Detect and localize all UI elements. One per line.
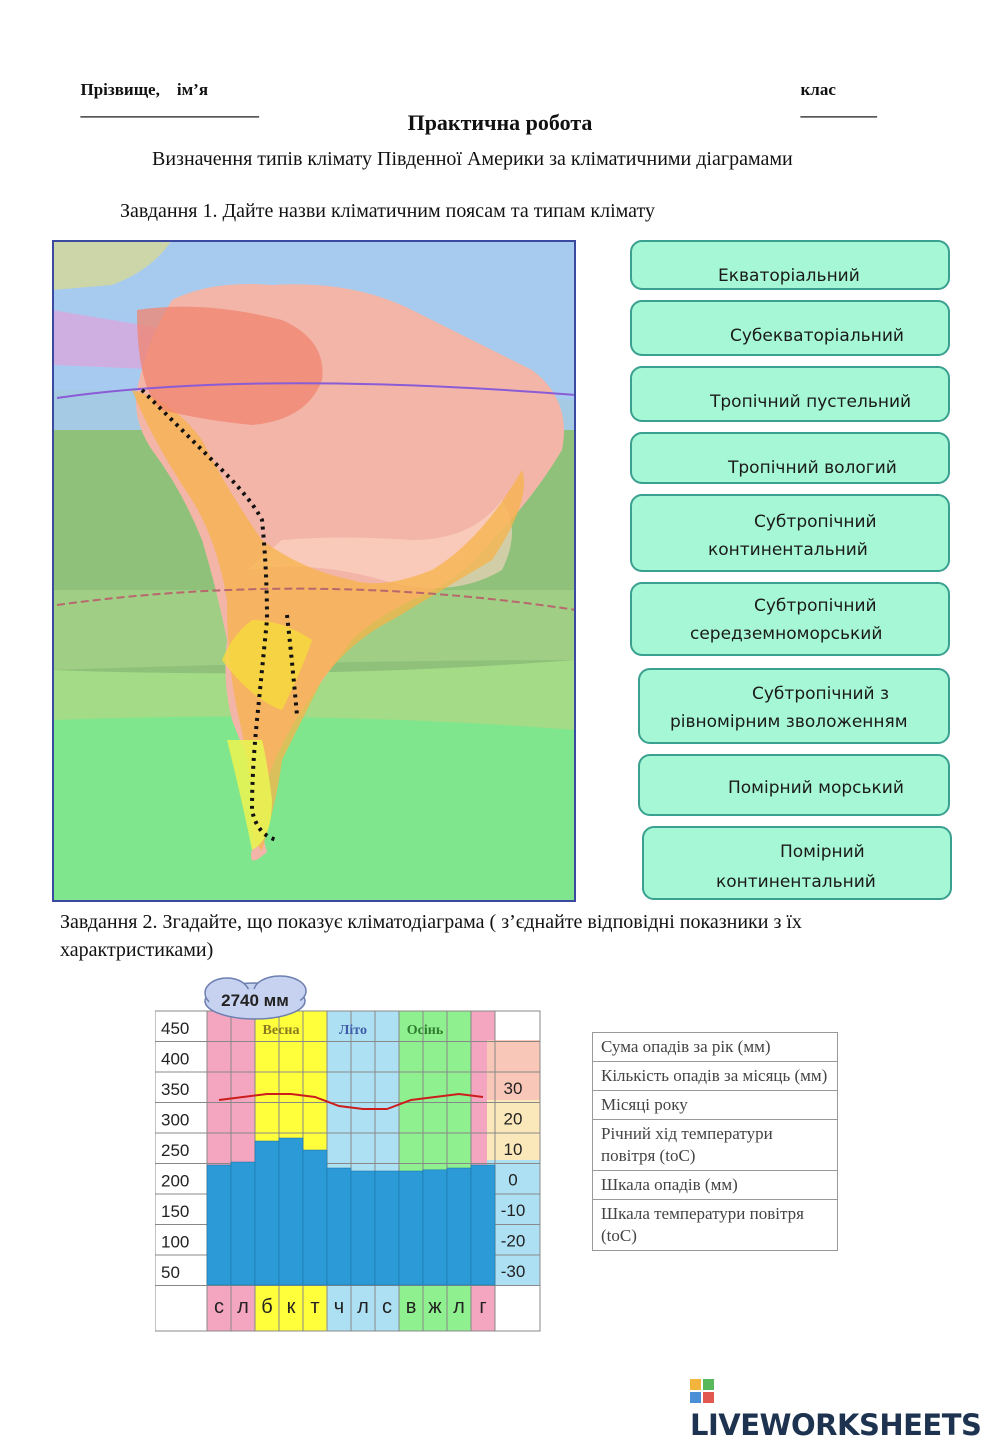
option-chip[interactable] xyxy=(630,240,950,290)
precip-bar xyxy=(279,1138,303,1285)
precip-bar xyxy=(303,1150,327,1285)
option-label-line2: рівномірним зволоженням xyxy=(670,712,908,732)
option-label: Помірний xyxy=(780,842,865,862)
precip-tick-label: 200 xyxy=(161,1171,190,1191)
table-cell[interactable]: Шкала опадів (мм) xyxy=(593,1171,838,1200)
task-1-heading: Завдання 1. Дайте назви кліматичним поясам та типам клімату xyxy=(120,200,655,222)
option-chip[interactable] xyxy=(630,582,950,656)
annual-precip-label: 2740 мм xyxy=(221,991,289,1010)
table-cell[interactable]: Річний хід температури повітря (toC) xyxy=(593,1120,838,1171)
option-chip[interactable] xyxy=(638,668,950,744)
season-label: Осінь xyxy=(406,1023,444,1038)
precip-bar xyxy=(399,1171,423,1285)
climate-diagram xyxy=(155,975,555,1335)
table-row xyxy=(593,1091,838,1120)
page-title: Практична робота xyxy=(407,110,593,135)
month-label: к xyxy=(286,1296,296,1318)
precip-bar xyxy=(471,1165,495,1285)
month-label: б xyxy=(261,1296,273,1318)
option-label: Тропічний вологий xyxy=(728,458,897,478)
precip-bar xyxy=(423,1170,447,1285)
season-label: Весна xyxy=(262,1023,300,1038)
month-label: ж xyxy=(428,1296,442,1318)
name-blank[interactable]: _____________________ xyxy=(80,100,259,119)
month-label: с xyxy=(382,1296,392,1318)
month-label: с xyxy=(214,1296,224,1318)
month-label: ч xyxy=(333,1296,345,1318)
table-cell[interactable]: Сума опадів за рік (мм) xyxy=(593,1033,838,1062)
option-label: Субтропічний xyxy=(754,512,877,532)
option-label: Субтропічний з xyxy=(752,684,890,704)
class-label: клас xyxy=(800,80,836,99)
task-2-heading: Завдання 2. Згадайте, що показує кліматодіаграма ( з’єднайте відповідні показники з їх характристиками) xyxy=(60,911,802,961)
option-label: Помірний морський xyxy=(728,778,904,798)
option-label-line2: континентальний xyxy=(716,872,876,892)
liveworksheets-logo-icon xyxy=(690,1379,714,1403)
precip-tick-label: 450 xyxy=(161,1019,190,1038)
rain-cloud xyxy=(205,976,306,1019)
table-row xyxy=(593,1062,838,1091)
precip-bar xyxy=(207,1165,231,1285)
month-label: л xyxy=(453,1296,465,1318)
table-row xyxy=(593,1120,838,1171)
characteristics-table xyxy=(592,1032,838,1251)
option-label: Субекваторіальний xyxy=(730,326,904,346)
table-row xyxy=(593,1171,838,1200)
season-label: Літо xyxy=(338,1023,368,1038)
temperate-band xyxy=(52,717,576,902)
class-blank[interactable]: _________ xyxy=(800,100,877,119)
option-label-line2: континентальний xyxy=(708,540,868,560)
option-chip[interactable] xyxy=(630,494,950,572)
option-label: Субтропічний xyxy=(754,596,877,616)
table-cell[interactable]: Місяці року xyxy=(593,1091,838,1120)
temp-tick-label: -30 xyxy=(500,1262,526,1281)
table-cell[interactable]: Кількість опадів за місяць (мм) xyxy=(593,1062,838,1091)
precip-tick-label: 300 xyxy=(161,1110,190,1130)
option-label: Тропічний пустельний xyxy=(710,392,912,412)
temp-tick-label: 30 xyxy=(503,1079,523,1098)
precip-tick-label: 350 xyxy=(161,1080,190,1099)
month-label: г xyxy=(479,1296,487,1318)
precip-bar xyxy=(375,1171,399,1285)
table-cell[interactable]: Шкала температури повітря (toC) xyxy=(593,1200,838,1251)
month-label: в xyxy=(405,1296,417,1318)
temp-tick-label: -20 xyxy=(500,1231,526,1251)
precip-tick-label: 150 xyxy=(161,1202,190,1221)
precip-tick-label: 400 xyxy=(161,1049,190,1069)
option-chip[interactable] xyxy=(630,432,950,484)
south-america-climate-map xyxy=(52,240,576,902)
month-label: л xyxy=(237,1296,249,1318)
precip-tick-label: 250 xyxy=(161,1141,190,1160)
option-chip[interactable] xyxy=(642,826,952,900)
precip-bar xyxy=(351,1171,375,1285)
liveworksheets-logo xyxy=(690,1374,1000,1442)
page-subtitle: Визначення типів клімату Південної Америки за кліматичними діаграмами xyxy=(152,148,793,170)
precip-tick-label: 50 xyxy=(161,1263,180,1282)
precip-bar xyxy=(255,1141,279,1285)
temp-tick-label: -10 xyxy=(500,1201,526,1220)
logo-text: LIVEWORKSHEETS xyxy=(690,1408,982,1442)
option-chip[interactable] xyxy=(630,366,950,422)
option-label: Екваторіальний xyxy=(718,266,860,286)
month-label: т xyxy=(310,1296,320,1318)
table-row xyxy=(593,1200,838,1251)
name-label: Прізвище, ім’я xyxy=(80,80,209,99)
temp-tick-label: 10 xyxy=(503,1140,523,1159)
month-label: л xyxy=(357,1296,369,1318)
option-chip[interactable] xyxy=(638,754,950,816)
temp-tick-label: 0 xyxy=(508,1170,518,1190)
option-chip[interactable] xyxy=(630,300,950,356)
precip-bar xyxy=(447,1168,471,1285)
table-row xyxy=(593,1033,838,1062)
temp-tick-label: 20 xyxy=(503,1109,523,1129)
precip-tick-label: 100 xyxy=(161,1232,190,1252)
precip-bar xyxy=(231,1162,255,1285)
option-label-line2: середземноморський xyxy=(690,624,883,644)
precip-bar xyxy=(327,1168,351,1285)
